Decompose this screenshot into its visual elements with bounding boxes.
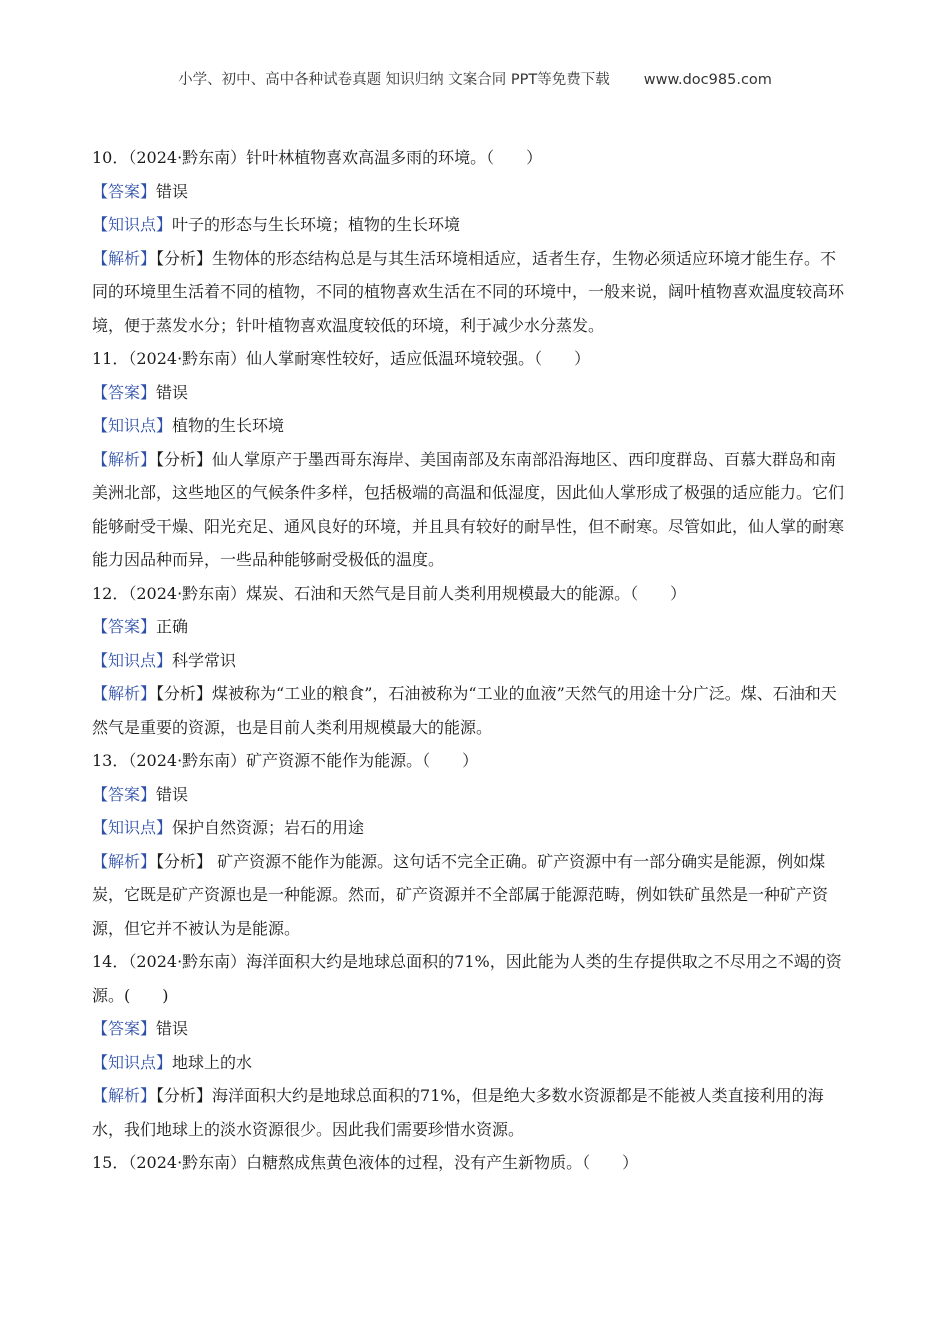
question-15 (92, 1146, 852, 1180)
analysis-tag: 【解析】 (92, 449, 157, 469)
answer-row (92, 1012, 852, 1046)
question-stem: 11．（2024·黔东南）仙人掌耐寒性较好，适应低温环境较强。（ ） (92, 349, 591, 368)
knowledge-tag: 【知识点】 (92, 818, 173, 837)
question-list (92, 141, 852, 1180)
question-stem: 13．（2024·黔东南）矿产资源不能作为能源。（ ） (92, 751, 479, 770)
knowledge-value: 植物的生长环境 (172, 416, 285, 435)
answer-tag: 【答案】 (92, 382, 157, 402)
knowledge-value: 地球上的水 (172, 1052, 253, 1072)
question-stem: 12．（2024·黔东南）煤炭、石油和天然气是目前人类利用规模最大的能源。（ ） (92, 583, 687, 603)
knowledge-row (92, 208, 852, 242)
answer-row (92, 778, 852, 812)
answer-tag: 【答案】 (92, 617, 157, 636)
analysis-row (92, 677, 852, 744)
fenxi-tag: 【分析】 (156, 851, 213, 871)
answer-tag: 【答案】 (92, 1019, 157, 1038)
analysis-tag: 【解析】 (92, 1086, 157, 1105)
analysis-tag: 【解析】 (92, 684, 157, 703)
knowledge-tag: 【知识点】 (92, 215, 173, 234)
answer-value: 错误 (156, 1019, 189, 1038)
question-stem: 14．（2024·黔东南）海洋面积大约是地球总面积的71%，因此能为人类的生存提供取之不尽用之不竭的资源。( ) (92, 952, 842, 1005)
question-stem: 15．（2024·黔东南）白糖熬成焦黄色液体的过程，没有产生新物质。（ ） (92, 1153, 639, 1172)
knowledge-value: 叶子的形态与生长环境；植物的生长环境 (172, 215, 461, 234)
knowledge-row (92, 1046, 852, 1080)
answer-row (92, 610, 852, 644)
page-header (0, 68, 950, 89)
answer-value: 错误 (156, 181, 189, 201)
knowledge-value: 保护自然资源；岩石的用途 (172, 818, 365, 837)
answer-value: 错误 (156, 784, 189, 804)
knowledge-tag: 【知识点】 (92, 416, 173, 435)
fenxi-tag: 【分析】 (156, 248, 213, 268)
knowledge-tag: 【知识点】 (92, 1052, 173, 1072)
fenxi-tag: 【分析】 (156, 684, 213, 703)
question-12 (92, 577, 852, 745)
analysis-text: 生物体的形态结构总是与其生活环境相适应，适者生存，生物必须适应环境才能生存。不同的环境里生活着不同的植物，不同的植物喜欢生活在不同的环境中，一般来说，阔叶植物喜欢温度较高环境，便于蒸发水分；针叶植物喜欢温度较低的环境，利于减少水分蒸发。 (92, 248, 845, 335)
header-site: www.doc985.com (643, 72, 772, 88)
answer-tag: 【答案】 (92, 784, 157, 804)
knowledge-value: 科学常识 (172, 650, 237, 670)
analysis-row (92, 845, 852, 946)
header-text: 小学、初中、高中各种试卷真题 知识归纳 文案合同 PPT等免费下载 (178, 72, 610, 88)
answer-row (92, 376, 852, 410)
fenxi-tag: 【分析】 (156, 449, 213, 469)
question-11 (92, 342, 852, 577)
fenxi-tag: 【分析】 (156, 1086, 213, 1105)
knowledge-row (92, 409, 852, 443)
answer-row (92, 175, 852, 209)
analysis-row (92, 1079, 852, 1146)
knowledge-tag: 【知识点】 (92, 650, 173, 670)
question-14 (92, 945, 852, 1146)
answer-value: 错误 (156, 382, 189, 402)
question-10 (92, 141, 852, 342)
knowledge-row (92, 811, 852, 845)
analysis-tag: 【解析】 (92, 248, 157, 268)
analysis-row (92, 242, 852, 343)
question-13 (92, 744, 852, 945)
knowledge-row (92, 644, 852, 678)
analysis-text: 煤被称为“工业的粮食”，石油被称为“工业的血液”天然气的用途十分广泛。煤、石油和天然气是重要的资源，也是目前人类利用规模最大的能源。 (92, 684, 837, 737)
analysis-text: 矿产资源不能作为能源。这句话不完全正确。矿产资源中有一部分确实是能源，例如煤炭，它既是矿产资源也是一种能源。然而，矿产资源并不全部属于能源范畴，例如铁矿虽然是一种矿产资源，但它并不被认为是能源。 (92, 851, 829, 938)
analysis-row (92, 443, 852, 577)
answer-tag: 【答案】 (92, 181, 157, 201)
analysis-text: 仙人掌原产于墨西哥东海岸、美国南部及东南部沿海地区、西印度群岛、百慕大群岛和南美洲北部，这些地区的气候条件多样，包括极端的高温和低湿度，因此仙人掌形成了极强的适应能力。它们能够耐受干燥、阳光充足、通风良好的环境，并且具有较好的耐旱性，但不耐寒。尽管如此，仙人掌的耐寒能力因品种而异，一些品种能够耐受极低的温度。 (92, 449, 845, 569)
analysis-text: 海洋面积大约是地球总面积的71%，但是绝大多数水资源都是不能被人类直接利用的海水，我们地球上的淡水资源很少。因此我们需要珍惜水资源。 (92, 1086, 824, 1139)
question-stem: 10．（2024·黔东南）针叶林植物喜欢高温多雨的环境。（ ） (92, 148, 543, 167)
analysis-tag: 【解析】 (92, 851, 157, 871)
answer-value: 正确 (156, 617, 189, 636)
